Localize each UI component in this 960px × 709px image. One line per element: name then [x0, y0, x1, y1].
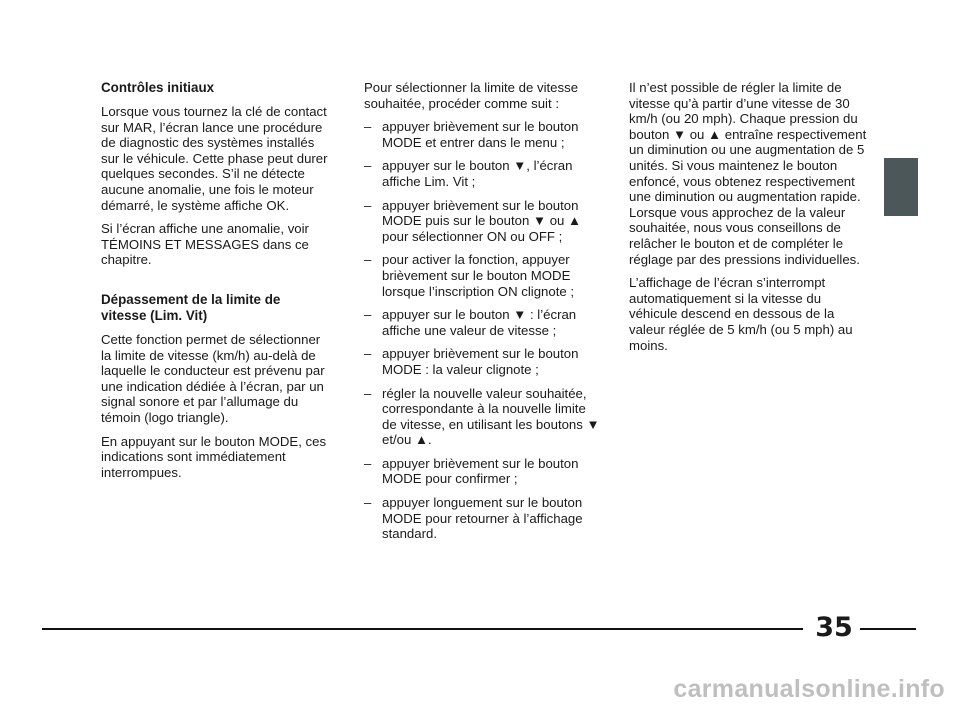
paragraph-diagnostic: Lorsque vous tournez la clé de contact sur MAR, l’écran lance une procédure de diagnostic des systèmes installés sur le véhicule. Cette phase peut durer quelques secondes. S’il ne détecte aucune anomalie, une fois le moteur démarré, le système affiche OK.	[101, 104, 328, 213]
list-item: – régler la nouvelle valeur souhaitée, correspondante à la nouvelle limite de vitesse, en utilisant les boutons ▼ et/ou ▲.	[364, 386, 604, 448]
column-right	[629, 80, 867, 361]
watermark: carmanualsonline.info	[673, 675, 945, 703]
list-item: – appuyer longuement sur le bouton MODE pour retourner à l’affichage standard.	[364, 495, 604, 542]
paragraph-procedure-intro: Pour sélectionner la limite de vitesse souhaitée, procéder comme suit :	[364, 80, 579, 111]
paragraph-anomalie: Si l’écran affiche une anomalie, voir TÉMOINS ET MESSAGES dans ce chapitre.	[101, 221, 309, 268]
column-middle	[364, 80, 604, 550]
paragraph-reglage: Il n’est possible de régler la limite de vitesse qu’à partir d’une vitesse de 30 km/h (ou 20 mph). Chaque pression du bouton ▼ ou ▲ entraîne respectivement un diminution ou une augmentation de 5 unités. Si vous maintenez le bouton enfoncé, vous obtenez respectivement une diminution ou augmentation rapide. Lorsque vous approchez de la valeur souhaitée, nous vous conseillons de relâcher le bouton et de compléter le réglage par des pressions individuelles.	[629, 80, 867, 267]
list-item: – appuyer brièvement sur le bouton MODE et entrer dans le menu ;	[364, 119, 604, 150]
paragraph-interruption: L’affichage de l’écran s’interrompt automatiquement si la vitesse du véhicule descend en dessous de la valeur réglée de 5 km/h (ou 5 mph) au moins.	[629, 275, 853, 353]
footer-rule-left	[42, 628, 803, 630]
list-item: – pour activer la fonction, appuyer brièvement sur le bouton MODE lorsque l’inscription ON clignote ;	[364, 252, 604, 299]
list-item: – appuyer brièvement sur le bouton MODE pour confirmer ;	[364, 456, 604, 487]
paragraph-fonction: Cette fonction permet de sélectionner la limite de vitesse (km/h) au-delà de laquelle le conducteur est prévenu par une indication dédiée à l’écran, par un signal sonore et par l’allumage du témoin (logo triangle).	[101, 331, 325, 425]
list-item: – appuyer sur le bouton ▼ : l’écran affiche une valeur de vitesse ;	[364, 307, 604, 338]
list-item: – appuyer sur le bouton ▼, l’écran affiche Lim. Vit ;	[364, 158, 604, 189]
chapter-tab-marker	[884, 158, 918, 216]
page-number: 35	[815, 612, 853, 643]
list-item: – appuyer brièvement sur le bouton MODE : la valeur clignote ;	[364, 346, 604, 377]
procedure-steps-list	[364, 119, 604, 542]
list-item: – appuyer brièvement sur le bouton MODE puis sur le bouton ▼ ou ▲ pour sélectionner ON ou OFF ;	[364, 198, 604, 245]
column-left	[101, 80, 329, 488]
footer-rule-right	[860, 628, 916, 630]
paragraph-mode: En appuyant sur le bouton MODE, ces indications sont immédiatement interrompues.	[101, 433, 327, 480]
heading-controles-initiaux: Contrôles initiaux	[101, 80, 215, 95]
heading-limite-vitesse: Dépassement de la limite de vitesse (Lim. Vit)	[101, 291, 281, 323]
